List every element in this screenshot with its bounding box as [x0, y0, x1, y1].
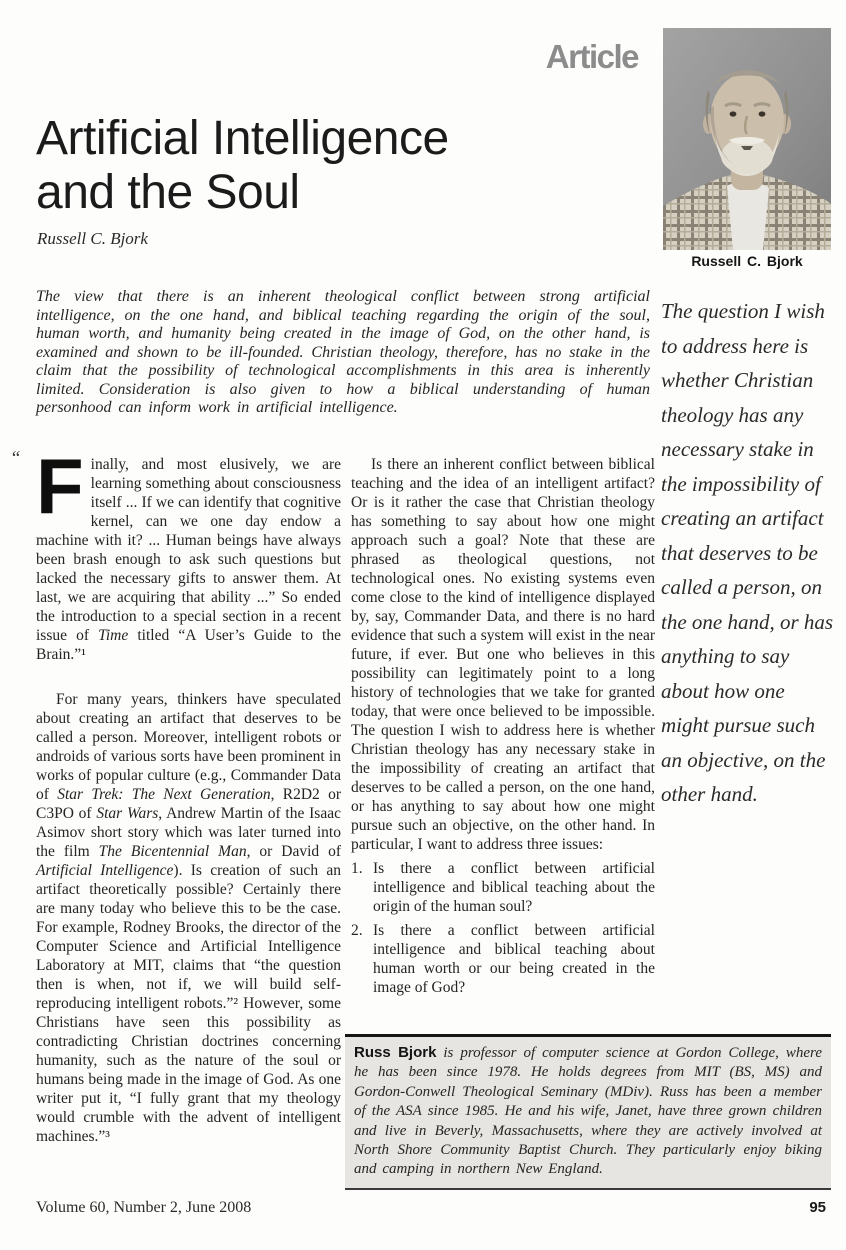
opening-quote-mark: “ [10, 448, 21, 469]
abstract: The view that there is an inherent theological conflict between strong artificial intelligence, on the one hand, and biblical teaching regarding the origin of the soul, human worth, and humanity being created in the image of God, on the other hand, is examined and shown to be ill-founded. Christian theology, therefore, has no stake in the claim that the possibility of technological accomplishments in this area is inherently limited. Consideration is also given to how a biblical understanding of human personhood can inform work in artificial intelligence. [36, 288, 650, 416]
page-number: 95 [809, 1199, 826, 1216]
list-item [351, 859, 655, 916]
list-item-text: Is there a conflict between artificial intelligence and biblical teaching about human worth or our being created in the image of God? [373, 922, 655, 996]
author-photo-image [663, 28, 831, 250]
paragraph-1 [36, 442, 341, 664]
page-title-line1: Artificial Intelligence [36, 112, 449, 165]
list-item-number: 1. [351, 860, 363, 877]
paragraph-3: Is there an inherent conflict between biblical teaching and the idea of an intelligent artifact? Or is it rather the case that Christian theology has something to say about how one might approach such a goal? Note that these are phrased as theological questions, not technological ones. No existing systems even come close to the kind of intelligence displayed by, say, Commander Data, and there is no hard evidence that such a system will exist in the near future, if ever. But one who believes in this possibility can legitimately point to a long history of technologies that we take for granted today, that were once believed to be impossible. The question I wish to address here is whether Christian theology has any necessary stake in the impossibility of creating an artifact that deserves to be called a person, on the one hand, or has anything to say about how one might pursue such an objective, on the other hand. In particular, I want to address three issues: [351, 456, 655, 853]
pull-quote: The question I wish to address here is whether Christian theology has any necessary stake in the impossibility of creating an artifact that deserves to be called a person, on the one hand, or has anything to say about how one might pursue such an objective, on the other hand. [661, 299, 834, 806]
author-photo-caption: Russell C. Bjork [691, 253, 803, 269]
author-byline: Russell C. Bjork [37, 229, 148, 248]
list-item-text: Is there a conflict between artificial intelligence and biblical teaching about the origin of the human soul? [373, 860, 655, 915]
paragraph-2: For many years, thinkers have speculated about creating an artifact that deserves to be called a person. Moreover, intelligent robots or androids of various sorts have been prominent in works of popular culture (e.g., Commander Data of Star Trek: The Next Generation, R2D2 or C3PO of Star Wars, Andrew Martin of the Isaac Asimov short story which was later turned into the film The Bicentennial Man, or David of Artificial Intelligence). Is creation of such an artifact theoretically possible? Certainly there are many today who believe this to be the case. For example, Rodney Brooks, the director of the Computer Science and Artificial Intelligence Laboratory at MIT, claims that “the question then is when, not if, we will build self-reproducing intelligent robots.”² However, some Christians have seen this possibility as contradicting Christian doctrines concerning humanity, such as the nature of the soul or humans being made in the image of God. As one writer put it, “I fully grant that my theology would crumble with the advent of intelligent machines.”³ [36, 691, 342, 1145]
page-footer [36, 1199, 826, 1217]
list-item-number: 2. [351, 922, 363, 939]
author-photo [663, 28, 831, 250]
list-item [351, 921, 655, 997]
page-title-line2: and the Soul [36, 166, 300, 219]
dropcap-letter: F [36, 442, 84, 530]
paragraph-1-text: inally, and most elusively, we are learning something about consciousness itself ... If we can identify that cognitive kernel, can we one day endow a machine with it? ... Human beings have always been brash enough to ask such questions but lacked the necessary gifts to answer them. At last, we are acquiring that ability ...” So ended the introduction to a special section in a recent issue of Time titled “A User’s Guide to the Brain.”¹ [36, 456, 341, 663]
journal-issue-line: Volume 60, Number 2, June 2008 [36, 1199, 252, 1216]
article-section-label: Article [545, 38, 638, 75]
page-title [36, 112, 449, 220]
author-bio-box: Russ Bjork is professor of computer science at Gordon College, where he has been since 1978. He holds degrees from MIT (BS, MS) and Gordon-Conwell Theological Seminary (MDiv). Russ has been a member of the ASA since 1985. He and his wife, Janet, have three grown children and live in Beverly, Massachusetts, where they are actively involved at North Shore Community Baptist Church. They particularly enjoy biking and camping in northern New England. [345, 1034, 831, 1190]
body-column-2 [351, 455, 655, 1033]
body-column-1 [10, 442, 342, 1177]
issues-list [351, 859, 655, 997]
